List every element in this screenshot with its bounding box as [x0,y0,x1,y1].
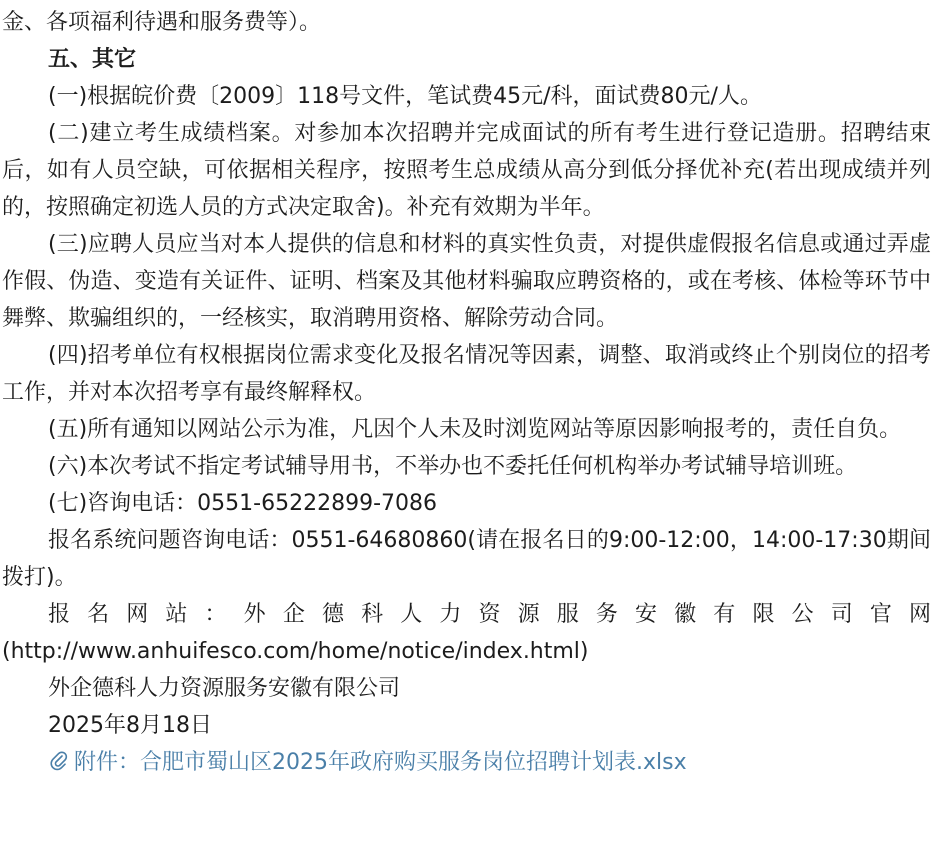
paragraph-item-2: (二)建立考生成绩档案。对参加本次招聘并完成面试的所有考生进行登记造册。招聘结束后，如有人员空缺，可依据相关程序，按照考生总成绩从高分到低分择优补充(若出现成绩并列的，按照确定初选人员的方式决定取舍)。补充有效期为半年。 [2,121,931,220]
paragraph-item-3: (三)应聘人员应当对本人提供的信息和材料的真实性负责，对提供虚假报名信息或通过弄虚作假、伪造、变造有关证件、证明、档案及其他材料骗取应聘资格的，或在考核、体检等环节中舞弊、欺骗组织的，一经核实，取消聘用资格、解除劳动合同。 [2,232,931,331]
organization-name: 外企德科人力资源服务安徽有限公司 [48,676,401,701]
paragraph-item-7-phone: (七)咨询电话：0551-65222899-7086 [48,491,437,516]
paperclip-icon [50,747,68,769]
paragraph-item-5: (五)所有通知以网站公示为准，凡因个人未及时浏览网站等原因影响报考的，责任自负。 [48,417,902,442]
paragraph-item-4: (四)招考单位有权根据岗位需求变化及报名情况等因素，调整、取消或终止个别岗位的招考工作，并对本次招考享有最终解释权。 [2,343,931,405]
paragraph-continuation: 金、各项福利待遇和服务费等）。 [2,10,322,35]
document-body [0,4,937,781]
attachment-label[interactable]: 附件：合肥市蜀山区2025年政府购买服务岗位招聘计划表.xlsx [74,750,687,775]
website-url[interactable]: (http://www.anhuifesco.com/home/notice/index.html) [2,639,589,664]
paragraph-item-1: (一)根据皖价费〔2009〕118号文件，笔试费45元/科，面试费80元/人。 [48,84,762,109]
publish-date: 2025年8月18日 [48,713,212,738]
attachment-link[interactable] [2,744,931,781]
paragraph-website-label: 报 名 网 站 ： 外 企 德 科 人 力 资 源 服 务 安 徽 有 限 公 司 官 网 [48,602,931,627]
paragraph-system-phone: 报名系统问题咨询电话：0551-64680860(请在报名日的9:00-12:00，14:00-17:30期间拨打)。 [2,528,931,590]
section-heading: 五、其它 [48,47,137,72]
paragraph-item-6: (六)本次考试不指定考试辅导用书，不举办也不委托任何机构举办考试辅导培训班。 [48,454,858,479]
